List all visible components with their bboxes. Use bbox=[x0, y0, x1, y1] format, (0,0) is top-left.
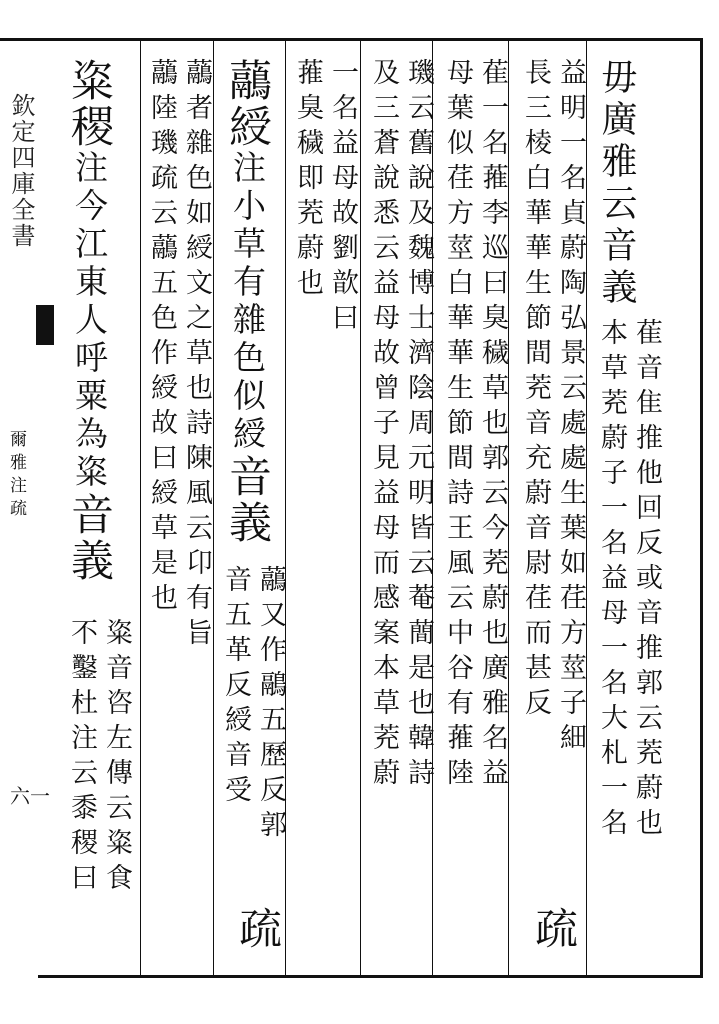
column-1-head: 毋廣雅云音義 bbox=[596, 58, 637, 310]
column-1-note-right: 萑音隹推他回反或音推郭云茺蔚也 bbox=[631, 318, 662, 843]
column-2-shu: 疏 bbox=[528, 906, 578, 952]
column-4-right: 璣云舊說及魏博士濟陰周元明皆云菴蕳是也韓詩 bbox=[403, 58, 434, 793]
column-2-text bbox=[520, 58, 586, 758]
column-4-text bbox=[368, 58, 434, 793]
column-7-text bbox=[146, 58, 212, 653]
column-7-right: 虉者雜色如綬文之草也詩陳風云卬有旨 bbox=[181, 58, 212, 653]
column-7-left: 虉陸璣疏云虉五色作綬故曰綬草是也 bbox=[146, 58, 177, 618]
column-3-left: 母葉似荏方莖白華華生節間詩王風云中谷有蓷陸 bbox=[442, 58, 473, 793]
column-rule bbox=[213, 41, 214, 975]
column-8-head bbox=[66, 58, 112, 584]
column-8-gloss-visible: 注今江東人呼粟為粢 bbox=[70, 150, 109, 492]
column-1-notes bbox=[596, 318, 662, 843]
column-3-right: 萑一名蓷李巡曰臭穢草也郭云今茺蔚也廣雅名益 bbox=[477, 58, 508, 793]
column-2-left: 長三棱白華華生節間茺音充蔚音尉荏而甚反 bbox=[520, 58, 551, 723]
column-6-notes bbox=[220, 565, 286, 845]
column-rule bbox=[360, 41, 361, 975]
column-rule bbox=[140, 41, 141, 975]
margin-book-title: 爾雅注疏 bbox=[6, 430, 26, 522]
column-5-right: 一名益母故劉歆曰 bbox=[327, 58, 358, 338]
column-5-text bbox=[292, 58, 358, 338]
column-rule bbox=[586, 41, 587, 975]
column-6-term: 虉綬 bbox=[222, 58, 272, 150]
spine-title: 欽定四庫全書 bbox=[7, 93, 35, 249]
column-8-notes bbox=[66, 618, 132, 898]
column-6-shu: 疏 bbox=[232, 906, 282, 952]
column-4-left: 及三蒼說悉云益母故曾子見益母而感案本草茺蔚 bbox=[368, 58, 399, 793]
column-6-note-right: 虉又作鷊五歷反郭 bbox=[255, 565, 286, 845]
column-8-term: 粢稷 bbox=[64, 58, 114, 150]
column-8-yinyi: 音義 bbox=[64, 492, 114, 584]
column-6-head bbox=[224, 58, 270, 546]
column-2-right: 益明一名貞蔚陶弘景云處處生葉如荏方莖子細 bbox=[555, 58, 586, 758]
column-8-note-left: 不鑿杜注云黍稷曰 bbox=[66, 618, 97, 898]
column-6-note-left: 音五革反綬音受 bbox=[220, 565, 251, 810]
column-1-note-left: 本草茺蔚子一名益母一名大札一名 bbox=[596, 318, 627, 843]
column-8-note-right: 粢音咨左傳云粢食 bbox=[101, 618, 132, 898]
page-number: 六一 bbox=[10, 784, 50, 808]
column-6-yinyi: 音義 bbox=[222, 454, 272, 546]
column-5-left: 蓷臭穢即茺蔚也 bbox=[292, 58, 323, 303]
column-3-text bbox=[442, 58, 508, 793]
column-6-gloss-visible: 注小草有雜色似綬 bbox=[228, 150, 267, 454]
column-rule bbox=[508, 41, 509, 975]
